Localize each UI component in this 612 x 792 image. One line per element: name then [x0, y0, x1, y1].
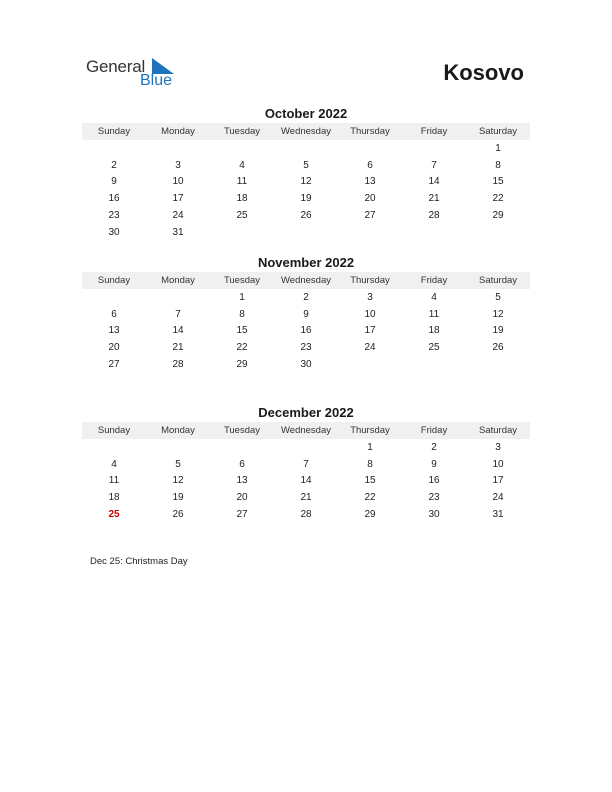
week-row	[82, 174, 530, 191]
day-cell: 28	[428, 210, 440, 222]
day-cell: 16	[108, 193, 120, 205]
day-cell: 28	[172, 359, 184, 371]
day-cell: 21	[172, 342, 184, 354]
day-cell: 26	[172, 509, 184, 521]
day-cell: 5	[495, 291, 501, 303]
day-cell: 10	[172, 176, 184, 188]
day-cell: 20	[108, 342, 120, 354]
day-cell: 7	[303, 458, 309, 470]
day-cell: 3	[495, 441, 501, 453]
day-cell: 19	[300, 193, 312, 205]
week-row	[82, 157, 530, 174]
weekday-label: Monday	[161, 425, 195, 436]
day-cell: 8	[495, 159, 501, 171]
day-cell: 14	[300, 475, 312, 487]
weekday-label: Saturday	[478, 275, 518, 286]
day-cell: 29	[492, 210, 504, 222]
month-october	[82, 105, 530, 241]
month-grid	[82, 439, 530, 523]
day-cell: 21	[428, 193, 440, 205]
day-cell: 22	[364, 492, 376, 504]
day-cell: 9	[431, 458, 437, 470]
month-november	[82, 254, 530, 373]
weekday-label: Wednesday	[281, 275, 331, 286]
day-cell: 4	[111, 458, 117, 470]
weekday-label: Monday	[161, 275, 195, 286]
day-cell: 29	[364, 509, 376, 521]
day-cell: 21	[300, 492, 312, 504]
week-row	[82, 224, 530, 241]
day-cell: 18	[108, 492, 120, 504]
day-cell: 1	[495, 142, 501, 154]
weekday-label: Sunday	[97, 425, 131, 436]
day-cell: 26	[300, 210, 312, 222]
day-cell: 1	[239, 291, 245, 303]
month-december	[82, 404, 530, 523]
weekday-header	[82, 422, 530, 439]
week-row	[82, 306, 530, 323]
weekday-label: Friday	[420, 425, 448, 436]
day-cell: 5	[175, 458, 181, 470]
weekday-label: Wednesday	[281, 126, 331, 137]
holiday-notes	[90, 556, 188, 567]
day-cell: 11	[108, 475, 120, 487]
weekday-label: Thursday	[350, 126, 390, 137]
day-cell: 28	[300, 509, 312, 521]
day-cell: 12	[492, 308, 504, 320]
day-cell: 19	[492, 325, 504, 337]
day-cell: 4	[239, 159, 245, 171]
weekday-label: Friday	[420, 126, 448, 137]
day-cell: 6	[367, 159, 373, 171]
month-title: December 2022	[258, 405, 354, 420]
day-cell: 13	[236, 475, 248, 487]
day-cell: 19	[172, 492, 184, 504]
week-row	[82, 323, 530, 340]
day-cell: 18	[236, 193, 248, 205]
brand-name-general: General	[86, 57, 146, 76]
day-cell: 14	[428, 176, 440, 188]
day-cell: 30	[300, 359, 312, 371]
day-cell: 2	[111, 159, 117, 171]
day-cell: 17	[172, 193, 184, 205]
day-cell: 5	[303, 159, 309, 171]
week-row	[82, 140, 530, 157]
day-cell: 10	[492, 458, 504, 470]
day-cell: 13	[364, 176, 376, 188]
month-grid	[82, 140, 530, 241]
day-cell: 6	[111, 308, 117, 320]
day-cell: 27	[364, 210, 376, 222]
holiday-note: Dec 25: Christmas Day	[90, 556, 188, 567]
day-cell: 9	[303, 308, 309, 320]
day-cell: 15	[492, 176, 504, 188]
week-row	[82, 439, 530, 456]
week-row	[82, 207, 530, 224]
week-row	[82, 339, 530, 356]
day-cell: 30	[428, 509, 440, 521]
day-cell: 25	[428, 342, 440, 354]
day-cell: 31	[172, 226, 184, 238]
week-row	[82, 506, 530, 523]
holiday-day-cell: 25	[108, 509, 120, 521]
weekday-label: Sunday	[97, 126, 131, 137]
day-cell: 16	[428, 475, 440, 487]
brand-logo	[86, 55, 186, 95]
week-row	[82, 456, 530, 473]
day-cell: 22	[236, 342, 248, 354]
day-cell: 13	[108, 325, 120, 337]
week-row	[82, 473, 530, 490]
day-cell: 9	[111, 176, 117, 188]
day-cell: 24	[492, 492, 504, 504]
weekday-label: Saturday	[478, 425, 518, 436]
day-cell: 31	[492, 509, 504, 521]
weekday-label: Wednesday	[281, 425, 331, 436]
brand-name-blue: Blue	[140, 72, 173, 89]
day-cell: 24	[364, 342, 376, 354]
day-cell: 10	[364, 308, 376, 320]
day-cell: 3	[175, 159, 181, 171]
day-cell: 18	[428, 325, 440, 337]
country-title: Kosovo	[443, 60, 524, 85]
day-cell: 30	[108, 226, 120, 238]
weekday-header	[82, 272, 530, 289]
day-cell: 6	[239, 458, 245, 470]
month-title: November 2022	[257, 255, 355, 270]
weekday-label: Tuesday	[223, 275, 261, 286]
weekday-label: Tuesday	[223, 425, 261, 436]
day-cell: 16	[300, 325, 312, 337]
day-cell: 12	[300, 176, 312, 188]
day-cell: 20	[364, 193, 376, 205]
day-cell: 15	[236, 325, 248, 337]
day-cell: 25	[236, 210, 248, 222]
weekday-label: Thursday	[350, 275, 390, 286]
month-grid	[82, 289, 530, 373]
day-cell: 1	[367, 441, 373, 453]
day-cell: 4	[431, 291, 437, 303]
day-cell: 23	[300, 342, 312, 354]
day-cell: 3	[367, 291, 373, 303]
weekday-header	[82, 123, 530, 140]
day-cell: 7	[175, 308, 181, 320]
day-cell: 7	[431, 159, 437, 171]
day-cell: 15	[364, 475, 376, 487]
week-row	[82, 289, 530, 306]
weekday-label: Friday	[420, 275, 448, 286]
day-cell: 26	[492, 342, 504, 354]
day-cell: 23	[428, 492, 440, 504]
weekday-label: Sunday	[97, 275, 131, 286]
weekday-label: Saturday	[478, 126, 518, 137]
weekday-label: Monday	[161, 126, 195, 137]
day-cell: 8	[239, 308, 245, 320]
day-cell: 14	[172, 325, 184, 337]
day-cell: 17	[492, 475, 504, 487]
weekday-label: Tuesday	[223, 126, 261, 137]
day-cell: 11	[428, 308, 440, 320]
day-cell: 23	[108, 210, 120, 222]
day-cell: 12	[172, 475, 184, 487]
week-row	[82, 356, 530, 373]
day-cell: 20	[236, 492, 248, 504]
day-cell: 2	[431, 441, 437, 453]
day-cell: 27	[108, 359, 120, 371]
day-cell: 24	[172, 210, 184, 222]
week-row	[82, 489, 530, 506]
week-row	[82, 190, 530, 207]
day-cell: 11	[236, 176, 248, 188]
day-cell: 22	[492, 193, 504, 205]
day-cell: 27	[236, 509, 248, 521]
day-cell: 2	[303, 291, 309, 303]
day-cell: 29	[236, 359, 248, 371]
day-cell: 8	[367, 458, 373, 470]
weekday-label: Thursday	[350, 425, 390, 436]
month-title: October 2022	[264, 106, 348, 121]
day-cell: 17	[364, 325, 376, 337]
